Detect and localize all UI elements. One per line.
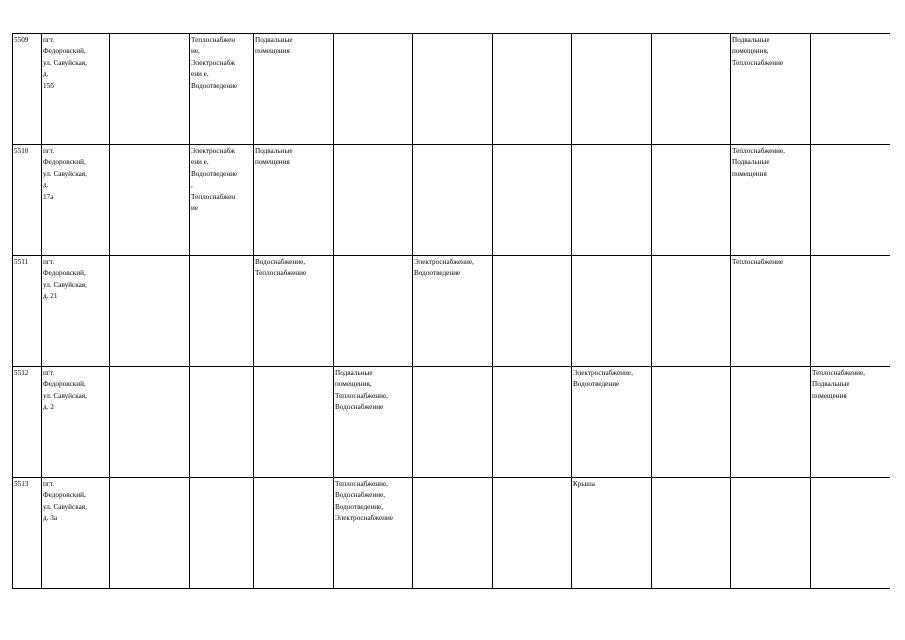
table-row — [13, 34, 890, 145]
table-cell — [413, 145, 493, 256]
table-cell — [493, 34, 572, 145]
table-cell — [493, 367, 572, 478]
address-cell: пгт. Федоровский, ул. Савуйская, д. 3а — [42, 478, 110, 589]
table-cell — [652, 367, 731, 478]
table-row — [13, 256, 890, 367]
table-cell — [731, 478, 811, 589]
table-cell: Подвальные помещения, Теплоснабжение — [731, 34, 811, 145]
table-cell: Электроснабж ени е, Водоотведение , Теплоснабжен ие — [190, 145, 254, 256]
table-cell — [811, 478, 890, 589]
table-cell — [811, 34, 890, 145]
address-cell: пгт. Федоровский, ул. Савуйская, д. 17а — [42, 145, 110, 256]
table-cell — [493, 145, 572, 256]
table-cell: Теплоснабжение, Подвальные помещения — [731, 145, 811, 256]
table-cell — [811, 145, 890, 256]
table-cell — [572, 34, 652, 145]
table-cell: Теплоснабжение, Подвальные помещения — [811, 367, 890, 478]
table-cell — [731, 367, 811, 478]
table-cell — [334, 145, 413, 256]
table-row — [13, 145, 890, 256]
table-cell: Электроснабжение, Водоотведение — [572, 367, 652, 478]
table-cell — [110, 34, 190, 145]
row-number-cell: 5510 — [13, 145, 42, 256]
table-cell — [652, 478, 731, 589]
address-cell: пгт. Федоровский, ул. Савуйская, д. 2 — [42, 367, 110, 478]
table-cell — [572, 145, 652, 256]
table-cell: Теплоснабжение, Водоснабжение, Водоотведение, Электроснабжение — [334, 478, 413, 589]
row-number-cell: 5512 — [13, 367, 42, 478]
table-cell — [413, 478, 493, 589]
table-cell — [334, 34, 413, 145]
table-cell — [652, 256, 731, 367]
table-cell — [652, 34, 731, 145]
table-cell — [110, 145, 190, 256]
table-cell: Электроснабжение, Водоотведение — [413, 256, 493, 367]
table-cell — [110, 367, 190, 478]
table-row — [13, 478, 890, 589]
table-cell: Подвальные помещения — [254, 145, 334, 256]
table-cell — [190, 478, 254, 589]
address-cell: пгт. Федоровский, ул. Савуйская, д. 21 — [42, 256, 110, 367]
table-cell — [190, 256, 254, 367]
row-number-cell: 5513 — [13, 478, 42, 589]
table-cell: Крыша — [572, 478, 652, 589]
table-cell — [254, 367, 334, 478]
table-cell — [110, 256, 190, 367]
table-cell — [110, 478, 190, 589]
table-cell — [652, 145, 731, 256]
table-cell: Водоснабжение, Теплоснабжение — [254, 256, 334, 367]
row-number-cell: 5509 — [13, 34, 42, 145]
table-cell — [190, 367, 254, 478]
row-number-cell: 5511 — [13, 256, 42, 367]
table-cell: Подвальные помещения, Теплоснабжение, Водоснабжение — [334, 367, 413, 478]
address-cell: пгт. Федоровский, ул. Савуйская, д. 15б — [42, 34, 110, 145]
table-cell — [572, 256, 652, 367]
table-cell — [811, 256, 890, 367]
table-cell: Теплоснабжение — [731, 256, 811, 367]
document-table — [12, 33, 890, 589]
table-cell — [413, 34, 493, 145]
table-cell: Подвальные помещения — [254, 34, 334, 145]
table-cell — [254, 478, 334, 589]
table-row — [13, 367, 890, 478]
table-cell: Теплоснабжен ие, Электроснабж ени е, Водоотведение — [190, 34, 254, 145]
table-cell — [493, 256, 572, 367]
table-cell — [413, 367, 493, 478]
table-cell — [493, 478, 572, 589]
table-cell — [334, 256, 413, 367]
